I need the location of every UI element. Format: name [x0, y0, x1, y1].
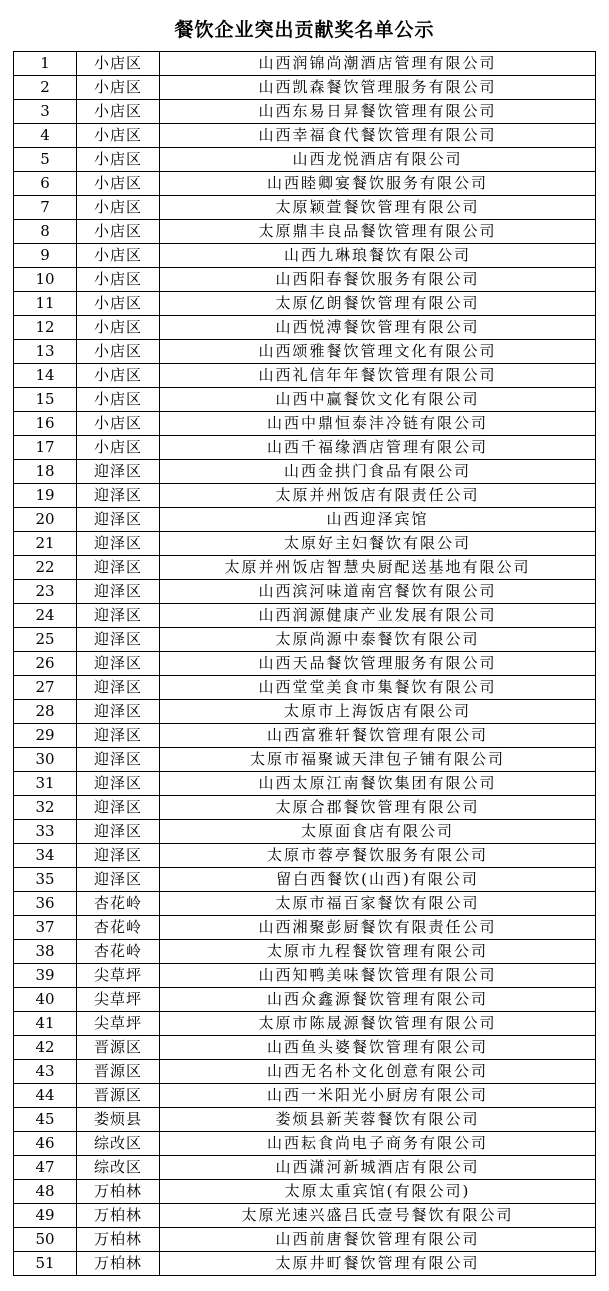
- row-number-cell: 23: [14, 580, 77, 604]
- district-cell: 小店区: [77, 388, 160, 412]
- row-number-cell: 4: [14, 124, 77, 148]
- row-number-cell: 19: [14, 484, 77, 508]
- company-name-cell: 太原井町餐饮管理有限公司: [160, 1252, 596, 1276]
- district-cell: 小店区: [77, 268, 160, 292]
- company-name-cell: 太原鼎丰良品餐饮管理有限公司: [160, 220, 596, 244]
- row-number-cell: 15: [14, 388, 77, 412]
- company-name-cell: 山西众鑫源餐饮管理有限公司: [160, 988, 596, 1012]
- table-row: [14, 1084, 596, 1108]
- company-name-cell: 太原市陈晟源餐饮管理有限公司: [160, 1012, 596, 1036]
- district-cell: 晋源区: [77, 1060, 160, 1084]
- company-name-cell: 太原亿朗餐饮管理有限公司: [160, 292, 596, 316]
- company-name-cell: 山西幸福食代餐饮管理有限公司: [160, 124, 596, 148]
- row-number-cell: 18: [14, 460, 77, 484]
- table-row: [14, 700, 596, 724]
- company-name-cell: 山西中赢餐饮文化有限公司: [160, 388, 596, 412]
- table-row: [14, 76, 596, 100]
- company-name-cell: 太原颖萱餐饮管理有限公司: [160, 196, 596, 220]
- row-number-cell: 14: [14, 364, 77, 388]
- table-row: [14, 940, 596, 964]
- table-row: [14, 604, 596, 628]
- district-cell: 迎泽区: [77, 820, 160, 844]
- company-name-cell: 太原市福百家餐饮有限公司: [160, 892, 596, 916]
- district-cell: 综改区: [77, 1132, 160, 1156]
- table-row: [14, 1036, 596, 1060]
- table-row: [14, 628, 596, 652]
- district-cell: 万柏林: [77, 1228, 160, 1252]
- company-name-cell: 太原面食店有限公司: [160, 820, 596, 844]
- company-name-cell: 山西阳春餐饮服务有限公司: [160, 268, 596, 292]
- district-cell: 迎泽区: [77, 676, 160, 700]
- table-row: [14, 1180, 596, 1204]
- table-row: [14, 532, 596, 556]
- row-number-cell: 3: [14, 100, 77, 124]
- company-name-cell: 山西礼信年年餐饮管理有限公司: [160, 364, 596, 388]
- district-cell: 杏花岭: [77, 916, 160, 940]
- district-cell: 杏花岭: [77, 940, 160, 964]
- company-name-cell: 太原市上海饭店有限公司: [160, 700, 596, 724]
- table-row: [14, 988, 596, 1012]
- row-number-cell: 10: [14, 268, 77, 292]
- district-cell: 迎泽区: [77, 844, 160, 868]
- table-row: [14, 100, 596, 124]
- row-number-cell: 2: [14, 76, 77, 100]
- district-cell: 尖草坪: [77, 964, 160, 988]
- row-number-cell: 29: [14, 724, 77, 748]
- company-name-cell: 山西太原江南餐饮集团有限公司: [160, 772, 596, 796]
- row-number-cell: 48: [14, 1180, 77, 1204]
- row-number-cell: 49: [14, 1204, 77, 1228]
- table-row: [14, 1108, 596, 1132]
- district-cell: 小店区: [77, 316, 160, 340]
- table-row: [14, 820, 596, 844]
- table-row: [14, 196, 596, 220]
- table-row: [14, 964, 596, 988]
- table-row: [14, 868, 596, 892]
- table-row: [14, 244, 596, 268]
- company-name-cell: 山西东易日昇餐饮管理有限公司: [160, 100, 596, 124]
- row-number-cell: 21: [14, 532, 77, 556]
- row-number-cell: 30: [14, 748, 77, 772]
- district-cell: 小店区: [77, 52, 160, 76]
- district-cell: 迎泽区: [77, 796, 160, 820]
- row-number-cell: 47: [14, 1156, 77, 1180]
- table-row: [14, 1060, 596, 1084]
- district-cell: 小店区: [77, 100, 160, 124]
- table-row: [14, 844, 596, 868]
- district-cell: 小店区: [77, 196, 160, 220]
- table-row: [14, 412, 596, 436]
- company-name-cell: 山西润锦尚潮酒店管理有限公司: [160, 52, 596, 76]
- district-cell: 迎泽区: [77, 868, 160, 892]
- table-row: [14, 460, 596, 484]
- district-cell: 迎泽区: [77, 724, 160, 748]
- table-row: [14, 148, 596, 172]
- row-number-cell: 1: [14, 52, 77, 76]
- company-name-cell: 山西悦溥餐饮管理有限公司: [160, 316, 596, 340]
- company-name-cell: 山西前唐餐饮管理有限公司: [160, 1228, 596, 1252]
- row-number-cell: 38: [14, 940, 77, 964]
- row-number-cell: 16: [14, 412, 77, 436]
- row-number-cell: 37: [14, 916, 77, 940]
- company-name-cell: 山西润源健康产业发展有限公司: [160, 604, 596, 628]
- company-name-cell: 山西千福缘酒店管理有限公司: [160, 436, 596, 460]
- row-number-cell: 40: [14, 988, 77, 1012]
- district-cell: 小店区: [77, 124, 160, 148]
- table-row: [14, 676, 596, 700]
- company-name-cell: 山西滨河味道南宫餐饮有限公司: [160, 580, 596, 604]
- company-name-cell: 山西一米阳光小厨房有限公司: [160, 1084, 596, 1108]
- table-row: [14, 1228, 596, 1252]
- company-name-cell: 山西睦卿宴餐饮服务有限公司: [160, 172, 596, 196]
- company-name-cell: 太原并州饭店智慧央厨配送基地有限公司: [160, 556, 596, 580]
- district-cell: 迎泽区: [77, 652, 160, 676]
- district-cell: 迎泽区: [77, 580, 160, 604]
- table-row: [14, 748, 596, 772]
- company-name-cell: 山西九琳琅餐饮有限公司: [160, 244, 596, 268]
- table-row: [14, 508, 596, 532]
- district-cell: 迎泽区: [77, 748, 160, 772]
- district-cell: 万柏林: [77, 1204, 160, 1228]
- row-number-cell: 31: [14, 772, 77, 796]
- row-number-cell: 46: [14, 1132, 77, 1156]
- company-name-cell: 太原并州饭店有限责任公司: [160, 484, 596, 508]
- table-row: [14, 268, 596, 292]
- company-name-cell: 山西潇河新城酒店有限公司: [160, 1156, 596, 1180]
- row-number-cell: 7: [14, 196, 77, 220]
- row-number-cell: 33: [14, 820, 77, 844]
- row-number-cell: 5: [14, 148, 77, 172]
- table-row: [14, 340, 596, 364]
- company-name-cell: 太原市九程餐饮管理有限公司: [160, 940, 596, 964]
- district-cell: 迎泽区: [77, 604, 160, 628]
- district-cell: 尖草坪: [77, 988, 160, 1012]
- company-name-cell: 山西金拱门食品有限公司: [160, 460, 596, 484]
- row-number-cell: 13: [14, 340, 77, 364]
- table-row: [14, 388, 596, 412]
- row-number-cell: 34: [14, 844, 77, 868]
- row-number-cell: 11: [14, 292, 77, 316]
- row-number-cell: 41: [14, 1012, 77, 1036]
- row-number-cell: 25: [14, 628, 77, 652]
- table-row: [14, 484, 596, 508]
- row-number-cell: 45: [14, 1108, 77, 1132]
- table-row: [14, 916, 596, 940]
- company-name-cell: 太原合郡餐饮管理有限公司: [160, 796, 596, 820]
- table-row: [14, 1252, 596, 1276]
- district-cell: 小店区: [77, 244, 160, 268]
- district-cell: 尖草坪: [77, 1012, 160, 1036]
- district-cell: 迎泽区: [77, 700, 160, 724]
- row-number-cell: 26: [14, 652, 77, 676]
- table-row: [14, 124, 596, 148]
- table-row: [14, 1156, 596, 1180]
- district-cell: 小店区: [77, 220, 160, 244]
- company-name-cell: 山西富雅轩餐饮管理有限公司: [160, 724, 596, 748]
- row-number-cell: 39: [14, 964, 77, 988]
- table-row: [14, 292, 596, 316]
- company-name-cell: 太原光速兴盛吕氏壹号餐饮有限公司: [160, 1204, 596, 1228]
- row-number-cell: 51: [14, 1252, 77, 1276]
- district-cell: 迎泽区: [77, 628, 160, 652]
- district-cell: 小店区: [77, 412, 160, 436]
- row-number-cell: 27: [14, 676, 77, 700]
- table-row: [14, 316, 596, 340]
- row-number-cell: 35: [14, 868, 77, 892]
- district-cell: 晋源区: [77, 1036, 160, 1060]
- company-name-cell: 山西天品餐饮管理服务有限公司: [160, 652, 596, 676]
- company-name-cell: 山西鱼头婆餐饮管理有限公司: [160, 1036, 596, 1060]
- table-row: [14, 724, 596, 748]
- company-name-cell: 山西无名朴文化创意有限公司: [160, 1060, 596, 1084]
- award-list-body: [14, 52, 596, 1276]
- company-name-cell: 留白西餐饮(山西)有限公司: [160, 868, 596, 892]
- row-number-cell: 17: [14, 436, 77, 460]
- table-row: [14, 772, 596, 796]
- company-name-cell: 山西龙悦酒店有限公司: [160, 148, 596, 172]
- district-cell: 迎泽区: [77, 508, 160, 532]
- table-row: [14, 436, 596, 460]
- page-title: 餐饮企业突出贡献奖名单公示: [174, 19, 435, 41]
- company-name-cell: 太原市蓉亭餐饮服务有限公司: [160, 844, 596, 868]
- company-name-cell: 娄烦县新芙蓉餐饮有限公司: [160, 1108, 596, 1132]
- company-name-cell: 山西耘食尚电子商务有限公司: [160, 1132, 596, 1156]
- company-name-cell: 山西迎泽宾馆: [160, 508, 596, 532]
- row-number-cell: 50: [14, 1228, 77, 1252]
- row-number-cell: 9: [14, 244, 77, 268]
- company-name-cell: 山西知鸭美味餐饮管理有限公司: [160, 964, 596, 988]
- table-row: [14, 580, 596, 604]
- table-row: [14, 556, 596, 580]
- district-cell: 晋源区: [77, 1084, 160, 1108]
- district-cell: 小店区: [77, 436, 160, 460]
- company-name-cell: 太原太重宾馆(有限公司): [160, 1180, 596, 1204]
- district-cell: 小店区: [77, 148, 160, 172]
- district-cell: 迎泽区: [77, 532, 160, 556]
- table-row: [14, 892, 596, 916]
- district-cell: 迎泽区: [77, 772, 160, 796]
- district-cell: 小店区: [77, 292, 160, 316]
- row-number-cell: 6: [14, 172, 77, 196]
- company-name-cell: 山西凯森餐饮管理服务有限公司: [160, 76, 596, 100]
- table-row: [14, 796, 596, 820]
- table-row: [14, 652, 596, 676]
- row-number-cell: 22: [14, 556, 77, 580]
- company-name-cell: 山西颂雅餐饮管理文化有限公司: [160, 340, 596, 364]
- row-number-cell: 12: [14, 316, 77, 340]
- district-cell: 杏花岭: [77, 892, 160, 916]
- district-cell: 万柏林: [77, 1180, 160, 1204]
- district-cell: 迎泽区: [77, 460, 160, 484]
- district-cell: 小店区: [77, 340, 160, 364]
- district-cell: 万柏林: [77, 1252, 160, 1276]
- company-name-cell: 太原好主妇餐饮有限公司: [160, 532, 596, 556]
- row-number-cell: 24: [14, 604, 77, 628]
- district-cell: 小店区: [77, 364, 160, 388]
- award-list-table: [13, 51, 596, 1276]
- company-name-cell: 山西中鼎恒泰沣冷链有限公司: [160, 412, 596, 436]
- row-number-cell: 44: [14, 1084, 77, 1108]
- row-number-cell: 42: [14, 1036, 77, 1060]
- district-cell: 小店区: [77, 172, 160, 196]
- row-number-cell: 20: [14, 508, 77, 532]
- row-number-cell: 43: [14, 1060, 77, 1084]
- company-name-cell: 山西湘聚彭厨餐饮有限责任公司: [160, 916, 596, 940]
- table-row: [14, 52, 596, 76]
- company-name-cell: 山西堂堂美食市集餐饮有限公司: [160, 676, 596, 700]
- row-number-cell: 8: [14, 220, 77, 244]
- district-cell: 小店区: [77, 76, 160, 100]
- row-number-cell: 32: [14, 796, 77, 820]
- table-row: [14, 1012, 596, 1036]
- table-row: [14, 1204, 596, 1228]
- table-row: [14, 1132, 596, 1156]
- company-name-cell: 太原尚源中泰餐饮有限公司: [160, 628, 596, 652]
- table-row: [14, 172, 596, 196]
- district-cell: 迎泽区: [77, 484, 160, 508]
- table-row: [14, 364, 596, 388]
- district-cell: 娄烦县: [77, 1108, 160, 1132]
- table-row: [14, 220, 596, 244]
- row-number-cell: 28: [14, 700, 77, 724]
- district-cell: 综改区: [77, 1156, 160, 1180]
- company-name-cell: 太原市福聚诚天津包子铺有限公司: [160, 748, 596, 772]
- row-number-cell: 36: [14, 892, 77, 916]
- district-cell: 迎泽区: [77, 556, 160, 580]
